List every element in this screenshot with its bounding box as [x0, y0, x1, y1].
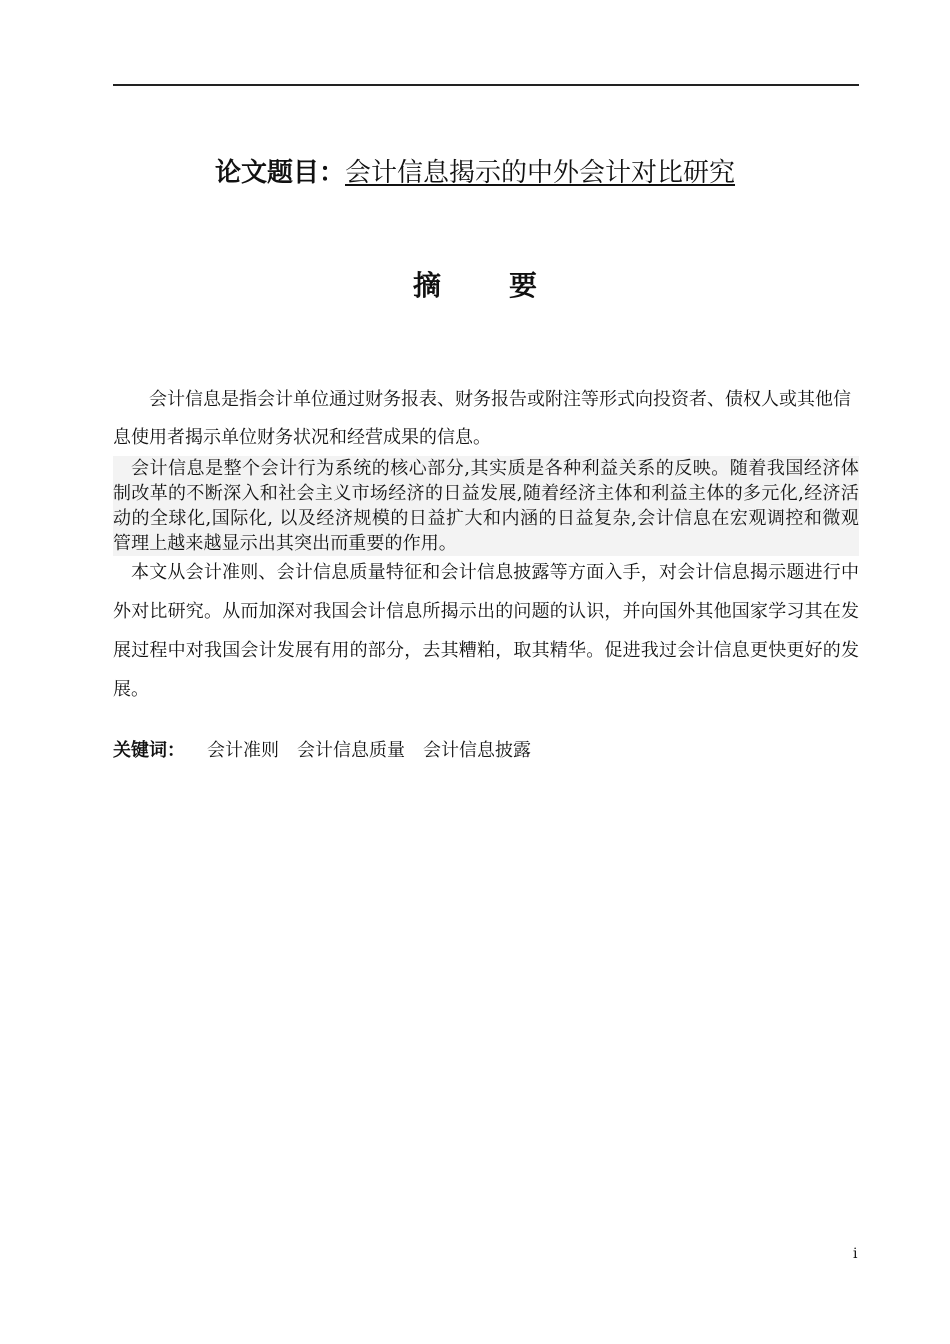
thesis-title	[0, 155, 950, 191]
thesis-title-label: 论文题目：	[214, 158, 345, 188]
keywords-line	[113, 736, 549, 766]
keyword-item: 会计准则	[207, 740, 279, 761]
header-rule	[113, 84, 859, 86]
keyword-item: 会计信息质量	[297, 740, 405, 761]
keywords-label: 关键词：	[113, 740, 185, 761]
abstract-paragraph-3: 本文从会计准则、会计信息质量特征和会计信息披露等方面入手，对会计信息揭示题进行中外对比研究。从而加深对我国会计信息所揭示出的问题的认识，并向国外其他国家学习其在发展过程中对我国会计发展有用的部分，去其糟粕，取其精华。促进我过会计信息更快更好的发展。	[113, 562, 859, 700]
page-number: i	[853, 1246, 858, 1262]
thesis-title-text: 会计信息揭示的中外会计对比研究	[345, 158, 736, 188]
abstract-paragraph-1: 会计信息是指会计单位通过财务报表、财务报告或附注等形式向投资者、债权人或其他信息使用者揭示单位财务状况和经营成果的信息。	[113, 389, 851, 448]
keyword-item: 会计信息披露	[423, 740, 531, 761]
abstract-heading: 摘要	[412, 269, 605, 302]
abstract-paragraph-2: 会计信息是整个会计行为系统的核心部分,其实质是各种利益关系的反映。随着我国经济体制改革的不断深入和社会主义市场经济的日益发展,随着经济主体和利益主体的多元化,经济活动的全球化,国际化, 以及经济规模的日益扩大和内涵的日益复杂,会计信息在宏观调控和微观管理上越来越显示出其突出而重要的作用。	[113, 458, 859, 554]
